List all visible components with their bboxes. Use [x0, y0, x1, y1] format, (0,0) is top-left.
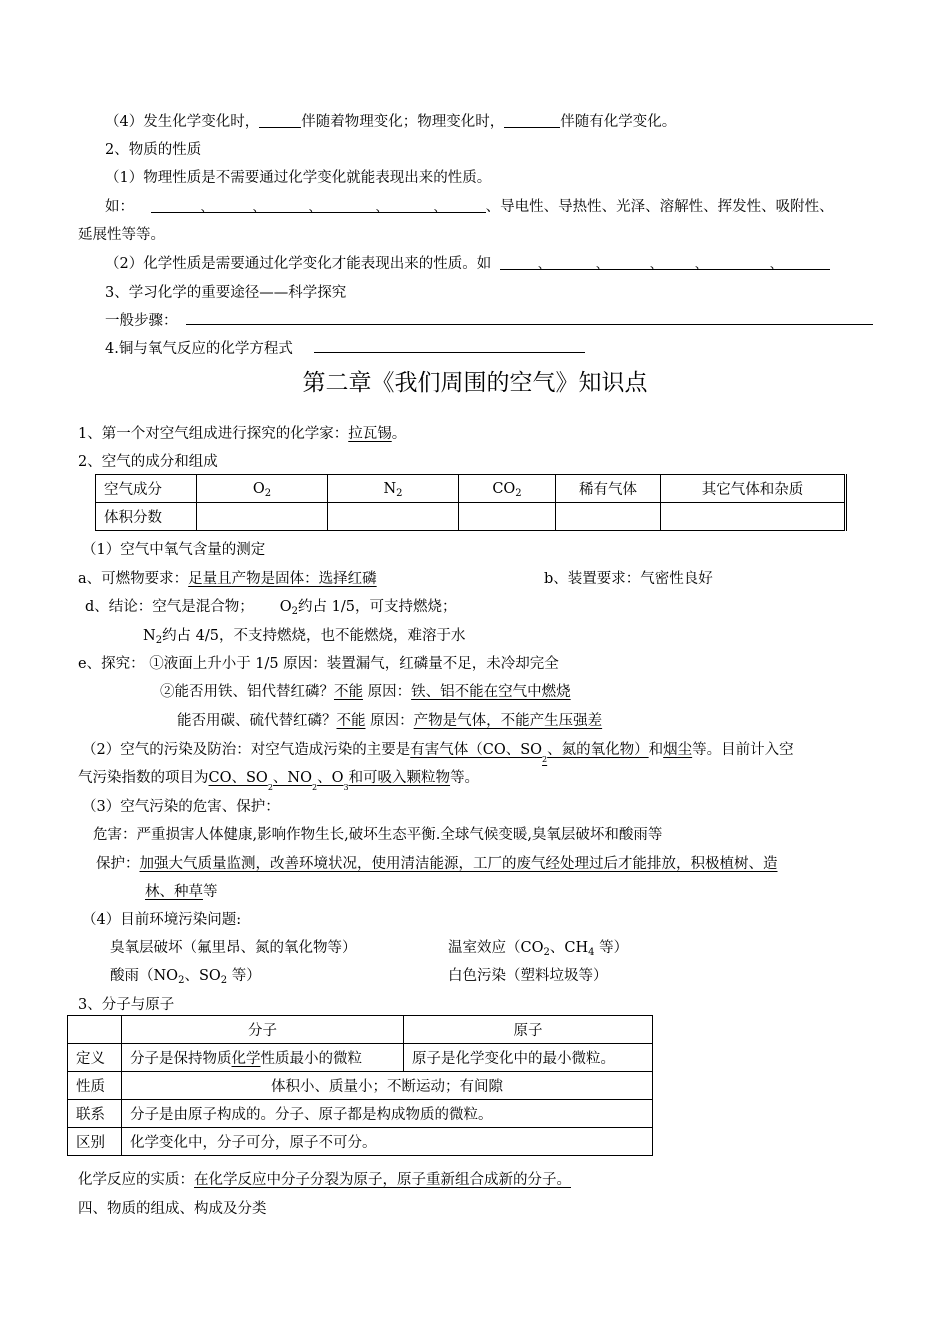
line-first-chemist: 1、第一个对空气组成进行探究的化学家：拉瓦锡。	[78, 426, 407, 442]
item-acid-rain: 酸雨（$NO_2$、$SO_2$ 等）	[110, 968, 261, 986]
line-reaction-essence: 化学反应的实质：在化学反应中分子分裂为原子，原子重新组合成新的分子。	[78, 1172, 571, 1188]
cell-other-fraction[interactable]	[661, 503, 846, 531]
blank-2[interactable]	[504, 113, 560, 128]
cell-prop: 体积小、质量小；不断运动；有间隙	[122, 1072, 653, 1100]
line-ductility: 延展性等等。	[78, 227, 165, 243]
cell-rare-fraction[interactable]	[556, 503, 661, 531]
air-composition-table	[95, 474, 847, 531]
heading-molecule-atom: 3、分子与原子	[78, 997, 175, 1013]
line-general-steps: 一般步骤：	[105, 313, 178, 329]
item-white-pollution: 白色污染（塑料垃圾等）	[448, 968, 608, 984]
cell-link: 分子是由原子构成的。分子、原子都是构成物质的微粒。	[122, 1100, 653, 1128]
line-pollution-1: （2）空气的污染及防治：对空气造成污染的主要是有害气体（CO、$SO_2$、氮的氧化物）和烟尘等。目前计入空	[82, 742, 794, 764]
line-chemical-property: （2）化学性质是需要通过化学变化才能表现出来的性质。如 、 、 、 、 、	[105, 254, 830, 274]
item-ozone: 臭氧层破坏（氟里昂、氮的氧化物等）	[110, 940, 357, 956]
line-pollution-2: 气污染指数的项目为CO、$SO_2$、$NO_2$、$O_3$和可吸入颗粒物等。	[78, 770, 480, 792]
blank-general-steps[interactable]	[186, 324, 873, 325]
cell-co2-fraction[interactable]	[459, 503, 556, 531]
line-combustible-req: a、可燃物要求：足量且产物是固体：选择红磷	[78, 571, 377, 587]
cell-link-label: 联系	[68, 1100, 122, 1128]
cell-def-atom: 原子是化学变化中的最小微粒。	[404, 1044, 653, 1072]
cell-diff-label: 区别	[68, 1128, 122, 1156]
chapter-title: 第二章《我们周围的空气》知识点	[302, 370, 648, 396]
cell-header-molecule: 分子	[122, 1016, 404, 1044]
blank-physical-list[interactable]: 、 、 、 、 、	[151, 198, 486, 213]
heading-scientific-inquiry: 3、学习化学的重要途径——科学探究	[105, 285, 347, 301]
cell-header-atom: 原子	[404, 1016, 653, 1044]
blank-1[interactable]	[259, 113, 301, 128]
cell-air-component-label: 空气成分	[96, 475, 197, 503]
cell-volume-fraction-label: 体积分数	[96, 503, 197, 531]
line-copper-equation: 4.铜与氧气反应的化学方程式	[105, 341, 293, 357]
line-physical-property: （1）物理性质是不需要通过化学变化就能表现出来的性质。	[105, 170, 492, 186]
line-device-req: b、装置要求：气密性良好	[544, 571, 713, 587]
cell-co2: $CO_2$	[459, 475, 556, 503]
heading-properties: 2、物质的性质	[105, 142, 202, 158]
item-greenhouse: 温室效应（$CO_2$、$CH_4$ 等）	[448, 940, 629, 958]
line-explore-2: ②能否用铁、铝代替红磷？不能 原因：铁、铝不能在空气中燃烧	[160, 684, 571, 700]
molecule-atom-table	[67, 1015, 653, 1156]
line-change-relation: （4）发生化学变化时， 伴随着物理变化；物理变化时， 伴随有化学变化。	[105, 114, 677, 130]
line-protect-2: 林、种草等	[145, 884, 218, 900]
line-harm: 危害：严重损害人体健康,影响作物生长,破坏生态平衡.全球气候变暖,臭氧层破坏和酸雨等	[93, 827, 663, 843]
heading-pollution-harm: （3）空气污染的危害、保护：	[82, 799, 280, 815]
line-protect-1: 保护：加强大气质量监测，改善环境状况，使用清洁能源，工厂的废气经处理过后才能排放，积极植树、造	[96, 856, 778, 872]
heading-air-composition: 2、空气的成分和组成	[78, 454, 218, 470]
cell-prop-label: 性质	[68, 1072, 122, 1100]
line-physical-examples: 如： 、 、 、 、 、 、导电性、导热性、光泽、溶解性、挥发性、吸附性、	[105, 199, 834, 215]
cell-n2-fraction[interactable]	[328, 503, 459, 531]
cell-def-molecule: 分子是保持物质化学性质最小的微粒	[122, 1044, 404, 1072]
line-nitrogen: $N_2$约占 4/5，不支持燃烧，也不能燃烧，难溶于水	[143, 628, 466, 646]
blank-copper-equation[interactable]	[314, 352, 585, 353]
cell-def-label: 定义	[68, 1044, 122, 1072]
line-explore-3: 能否用碳、硫代替红磷？不能 原因：产物是气体，不能产生压强差	[177, 713, 603, 729]
heading-oxygen-measure: （1）空气中氧气含量的测定	[82, 542, 266, 558]
cell-empty-corner	[68, 1016, 122, 1044]
line-explore-1: e、探究： ①液面上升小于 1/5 原因：装置漏气，红磷量不足，未冷却完全	[78, 656, 559, 672]
heading-matter-composition: 四、物质的组成、构成及分类	[78, 1201, 267, 1217]
blank-chemical-list[interactable]: 、 、 、 、 、	[500, 255, 830, 270]
cell-o2-fraction[interactable]	[197, 503, 328, 531]
line-conclusion: d、结论：空气是混合物； $O_2$约占 1/5，可支持燃烧；	[85, 599, 457, 617]
cell-rare-gas: 稀有气体	[556, 475, 661, 503]
cell-o2: $O_2$	[197, 475, 328, 503]
cell-diff: 化学变化中，分子可分，原子不可分。	[122, 1128, 653, 1156]
cell-n2: $N_2$	[328, 475, 459, 503]
heading-env-problems: （4）目前环境污染问题:	[82, 912, 242, 928]
cell-other-gas: 其它气体和杂质	[661, 475, 846, 503]
